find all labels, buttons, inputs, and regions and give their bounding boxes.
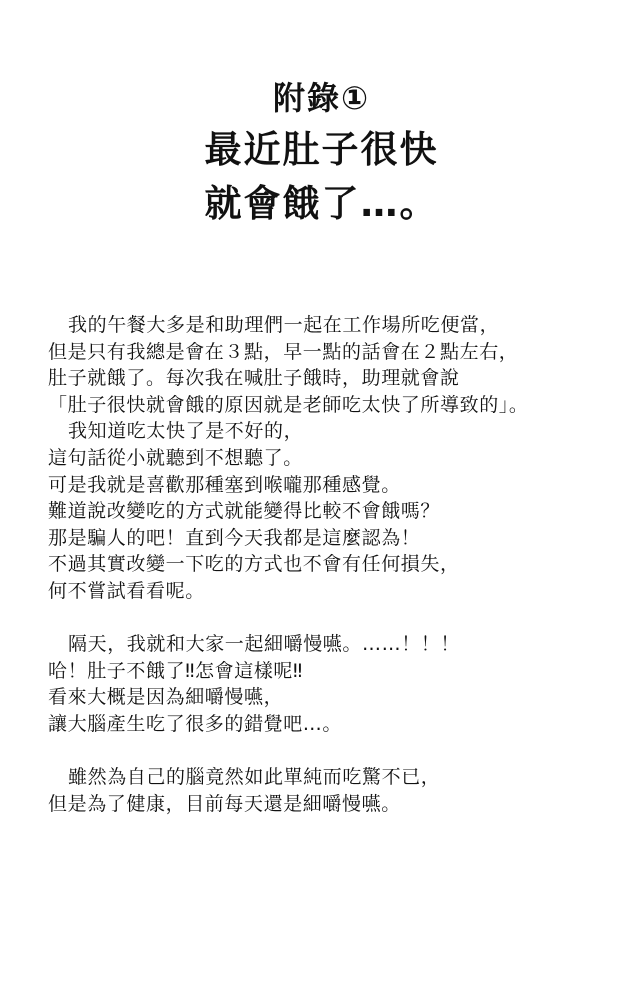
text-line: 那是騙人的吧！直到今天我都是這麼認為！ — [48, 526, 421, 549]
text-line: 讓大腦產生吃了很多的錯覺吧…。 — [48, 712, 343, 735]
text-line: 但是為了健康，目前每天還是細嚼慢嚥。 — [48, 792, 401, 815]
paragraph-gap — [48, 605, 638, 632]
text-line: 這句話從小就聽到不想聽了。 — [48, 446, 303, 469]
paragraph — [48, 631, 638, 737]
paragraph-gap — [48, 738, 638, 765]
text-line: 隔天，我就和大家一起細嚼慢嚥。……！！！ — [68, 633, 461, 656]
text-line: 雖然為自己的腦竟然如此單純而吃驚不已， — [68, 766, 441, 789]
title-line-2: 就會餓了…。 — [204, 182, 439, 225]
text-line: 我知道吃太快了是不好的， — [68, 420, 304, 443]
paragraph — [48, 764, 638, 817]
text-line: 但是只有我總是會在３點，早一點的話會在２點左右， — [48, 340, 519, 363]
appendix-title — [0, 72, 643, 230]
text-line: 難道說改變吃的方式就能變得比較不會餓嗎？ — [48, 500, 441, 523]
essay-body — [48, 312, 638, 817]
text-line: 何不嘗試看看呢。 — [48, 579, 205, 602]
text-line: 看來大概是因為細嚼慢嚥， — [48, 686, 284, 709]
appendix-number: 附錄① — [272, 79, 371, 117]
paragraph — [48, 312, 638, 605]
text-line: 「肚子很快就會餓的原因就是老師吃太快了所導致的」。 — [48, 393, 529, 416]
text-line: 哈！肚子不餓了‼怎會這樣呢‼ — [48, 659, 303, 682]
text-line: 不過其實改變一下吃的方式也不會有任何損失， — [48, 553, 460, 576]
title-line-1: 最近肚子很快 — [204, 128, 439, 171]
text-line: 肚子就餓了。每次我在喊肚子餓時，助理就會說 — [48, 367, 460, 390]
text-line: 可是我就是喜歡那種塞到喉嚨那種感覺。 — [48, 473, 401, 496]
text-line: 我的午餐大多是和助理們一起在工作場所吃便當， — [68, 314, 500, 336]
